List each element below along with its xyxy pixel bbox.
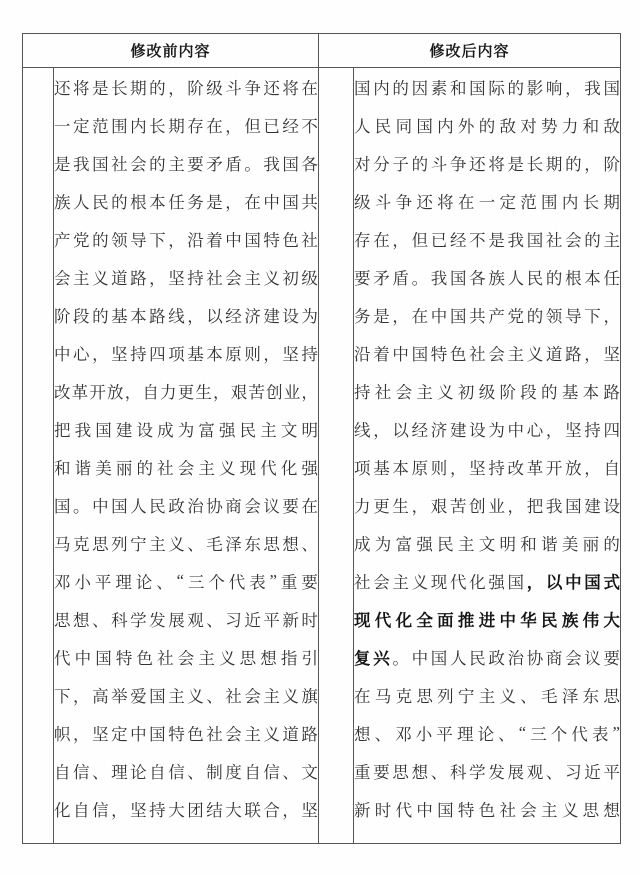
text-line: 中 心 ， 坚 持 四 项 基 本 原 则 ， 坚 持 [54,345,318,364]
text-line: 改 革 开 放 ， 自 力 更 生 ， 艰 苦 创 业 ， [54,383,318,402]
text-line: 把 我 国 建 设 成 为 富 强 民 主 文 明 [54,421,318,440]
text-line: 复 兴 。 中 国 人 民 政 治 协 商 会 议 要 [354,649,620,668]
text-line: 和 谐 美 丽 的 社 会 主 义 现 代 化 强 [54,459,318,478]
text-line: 要 矛 盾 。 我 国 各 族 人 民 的 根 本 任 [354,269,620,288]
revision-comparison-table [22,33,621,844]
header-after-revision: 修改后内容 [319,34,621,68]
text-line: 线 ， 以 经 济 建 设 为 中 心 ， 坚 持 四 [354,421,620,440]
text-line: 会 主 义 道 路 ， 坚 持 社 会 主 义 初 级 [54,269,318,288]
text-line: 人 民 同 国 内 外 的 敌 对 势 力 和 敌 [354,117,620,136]
table-header-row [23,34,621,68]
text-line: 下 ， 高 举 爱 国 主 义 、 社 会 主 义 旗 [54,687,318,706]
text-line: 成 为 富 强 民 主 文 明 和 谐 美 丽 的 [354,535,620,554]
before-revision-text-cell [54,68,319,844]
text-line: 邓 小 平 理 论 、 “ 三 个 代 表 ” 重 要 [54,571,318,592]
text-line: 还 将 是 长 期 的 ， 阶 级 斗 争 还 将 在 [54,79,318,98]
text-line: 产 党 的 领 导 下 ， 沿 着 中 国 特 色 社 [54,231,318,250]
text-line: 社 会 主 义 现 代 化 强 国 ， 以 中 国 式 [354,573,620,592]
text-line: 对 分 子 的 斗 争 还 将 是 长 期 的 ， 阶 [354,155,620,174]
table-body-row [23,68,621,844]
text-line: 现 代 化 全 面 推 进 中 华 民 族 伟 大 [354,612,620,630]
text-line: 想 、 邓 小 平 理 论 、 “ 三 个 代 表 ” [354,723,620,744]
text-line: 思 想 、 科 学 发 展 观 、 习 近 平 新 时 [54,611,318,630]
header-before-revision: 修改前内容 [23,34,319,68]
after-revision-text-cell [354,68,621,844]
text-line: 项 基 本 原 则 ， 坚 持 改 革 开 放 ， 自 [354,459,620,478]
number-cell-before [23,68,54,844]
text-line: 国 。 中 国 人 民 政 治 协 商 会 议 要 在 [54,497,318,516]
text-line: 化 自 信 ， 坚 持 大 团 结 大 联 合 ， 坚 [54,801,318,820]
text-line: 族 人 民 的 根 本 任 务 是 ， 在 中 国 共 [54,193,318,212]
text-line: 是 我 国 社 会 的 主 要 矛 盾 。 我 国 各 [54,155,318,174]
text-line: 级 斗 争 还 将 在 一 定 范 围 内 长 期 [354,193,620,212]
text-line: 马 克 思 列 宁 主 义 、 毛 泽 东 思 想 、 [54,535,318,554]
text-line: 在 马 克 思 列 宁 主 义 、 毛 泽 东 思 [354,687,620,706]
text-line: 新 时 代 中 国 特 色 社 会 主 义 思 想 [354,801,620,820]
text-line: 持 社 会 主 义 初 级 阶 段 的 基 本 路 [354,383,620,402]
text-line: 自 信 、 理 论 自 信 、 制 度 自 信 、 文 [54,763,318,782]
text-line: 沿 着 中 国 特 色 社 会 主 义 道 路 ， 坚 [354,345,620,364]
text-line: 务 是 ， 在 中 国 共 产 党 的 领 导 下 ， [354,307,620,326]
text-line: 阶 段 的 基 本 路 线 ， 以 经 济 建 设 为 [54,307,318,326]
text-line: 存 在 ， 但 已 经 不 是 我 国 社 会 的 主 [354,231,620,250]
number-cell-after [319,68,354,844]
text-line: 重 要 思 想 、 科 学 发 展 观 、 习 近 平 [354,763,620,782]
text-line: 国 内 的 因 素 和 国 际 的 影 响 ， 我 国 [354,79,620,98]
text-line: 一 定 范 围 内 长 期 存 在 ， 但 已 经 不 [54,117,318,136]
text-line: 帜 ， 坚 定 中 国 特 色 社 会 主 义 道 路 [54,725,318,744]
text-line: 代 中 国 特 色 社 会 主 义 思 想 指 引 [54,649,318,668]
text-line: 力 更 生 ， 艰 苦 创 业 ， 把 我 国 建 设 [354,497,620,516]
